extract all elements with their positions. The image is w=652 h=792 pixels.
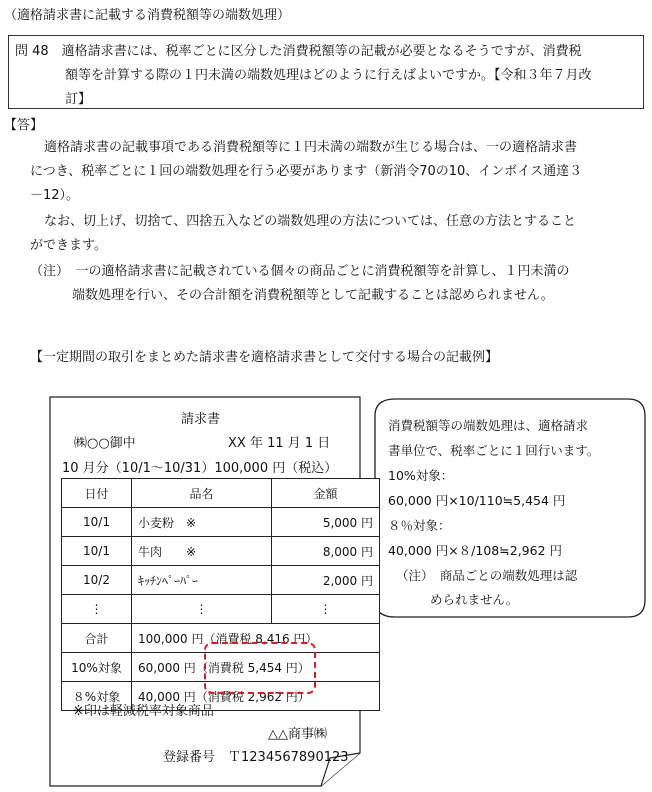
header-amount: 金額 bbox=[272, 479, 380, 508]
invoice-summary: 10 月分（10/1～10/31）100,000 円（税込） bbox=[62, 461, 338, 476]
answer-p2-line-1: なお、切上げ、切捨て、四捨五入などの端数処理の方法については、任意の方法とすること bbox=[44, 214, 576, 229]
bubble-line-2: 書単位で、税率ごとに１回行います。 bbox=[388, 443, 600, 458]
rate-8-amount: 40,000 円 bbox=[138, 689, 196, 704]
row-date: 10/2 bbox=[62, 566, 132, 595]
row-item: 小麦粉 ※ bbox=[132, 508, 272, 537]
bubble-line-7: （注） 商品ごとの端数処理は認 bbox=[396, 568, 578, 583]
total-value: 100,000 円（消費税 8,416 円） bbox=[132, 624, 380, 653]
rate-8-tax: （消費税 2,962 円） bbox=[195, 689, 310, 704]
answer-p1-line-1: 適格請求書の記載事項である消費税額等に１円未満の端数が生じる場合は、一の適格請求書 bbox=[44, 140, 578, 155]
bubble-line-5: ８％対象： bbox=[388, 518, 451, 533]
example-title: 【一定期間の取引をまとめた請求書を適格請求書として交付する場合の記載例】 bbox=[30, 350, 499, 365]
row-date: 10/1 bbox=[62, 537, 132, 566]
answer-p1-line-2: につき、税率ごとに１回の端数処理を行う必要があります（新消令70の10、インボイス通達３ bbox=[30, 164, 583, 179]
rate-8-label: ８%対象 bbox=[62, 682, 132, 711]
section-heading: （適格請求書に記載する消費税額等の端数処理） bbox=[4, 8, 291, 23]
row-item: ｷｯﾁﾝﾍﾟｰﾊﾟｰ bbox=[132, 566, 272, 595]
rate-10-amount: 60,000 円 bbox=[138, 660, 196, 675]
row-item: ⋮ bbox=[132, 595, 272, 624]
tax-highlight-box bbox=[204, 642, 316, 694]
answer-p1-line-3: －12）。 bbox=[30, 188, 80, 203]
answer-p2-line-2: ができます。 bbox=[30, 238, 107, 253]
issuer-company: △△商事㈱ bbox=[268, 727, 327, 742]
row-item: 牛肉 ※ bbox=[132, 537, 272, 566]
table-row bbox=[62, 537, 380, 566]
answer-note-line-2: 端数処理を行い、その合計額を消費税額等として記載することは認められません。 bbox=[72, 288, 554, 303]
invoice-title: 請求書 bbox=[181, 412, 221, 427]
row-amount: 8,000 円 bbox=[272, 537, 380, 566]
bubble-line-3: 10%対象： bbox=[388, 468, 454, 483]
row-amount: 5,000 円 bbox=[272, 508, 380, 537]
rate-10-tax: （消費税 5,454 円） bbox=[195, 660, 310, 675]
invoice-date: XX 年 11 月 1 日 bbox=[228, 436, 331, 451]
bubble-line-1: 消費税額等の端数処理は、適格請求 bbox=[388, 418, 589, 433]
table-row bbox=[62, 508, 380, 537]
reduced-rate-note: ※印は軽減税率対象商品 bbox=[73, 704, 214, 719]
header-date: 日付 bbox=[62, 479, 132, 508]
table-row bbox=[62, 595, 380, 624]
registration-number: 登録番号 Ｔ1234567890123 bbox=[163, 750, 349, 765]
bubble-line-6: 40,000 円×８/108≒2,962 円 bbox=[388, 543, 562, 558]
bubble-line-4: 60,000 円×10/110≒5,454 円 bbox=[388, 493, 566, 508]
row-amount: ⋮ bbox=[272, 595, 380, 624]
question-line-3: 訂】 bbox=[65, 92, 92, 107]
invoice-recipient: ㈱○○御中 bbox=[74, 436, 136, 451]
bubble-line-8: められません。 bbox=[430, 592, 519, 607]
header-item: 品名 bbox=[132, 479, 272, 508]
rate-10-label: 10%対象 bbox=[62, 653, 132, 682]
table-header-row bbox=[62, 479, 380, 508]
row-amount: 2,000 円 bbox=[272, 566, 380, 595]
answer-note-line-1: （注） 一の適格請求書に記載されている個々の商品ごとに消費税額等を計算し、１円未満の bbox=[30, 264, 570, 279]
answer-label: 【答】 bbox=[4, 118, 44, 133]
question-line-2: 額等を計算する際の１円未満の端数処理はどのように行えばよいですか。【令和３年７月改 bbox=[65, 68, 592, 83]
row-date: 10/1 bbox=[62, 508, 132, 537]
row-date: ⋮ bbox=[62, 595, 132, 624]
table-row bbox=[62, 566, 380, 595]
total-label: 合計 bbox=[62, 624, 132, 653]
question-line-1: 問 48 適格請求書には、税率ごとに区分した消費税額等の記載が必要となるそうですが、消費税 bbox=[15, 44, 582, 59]
